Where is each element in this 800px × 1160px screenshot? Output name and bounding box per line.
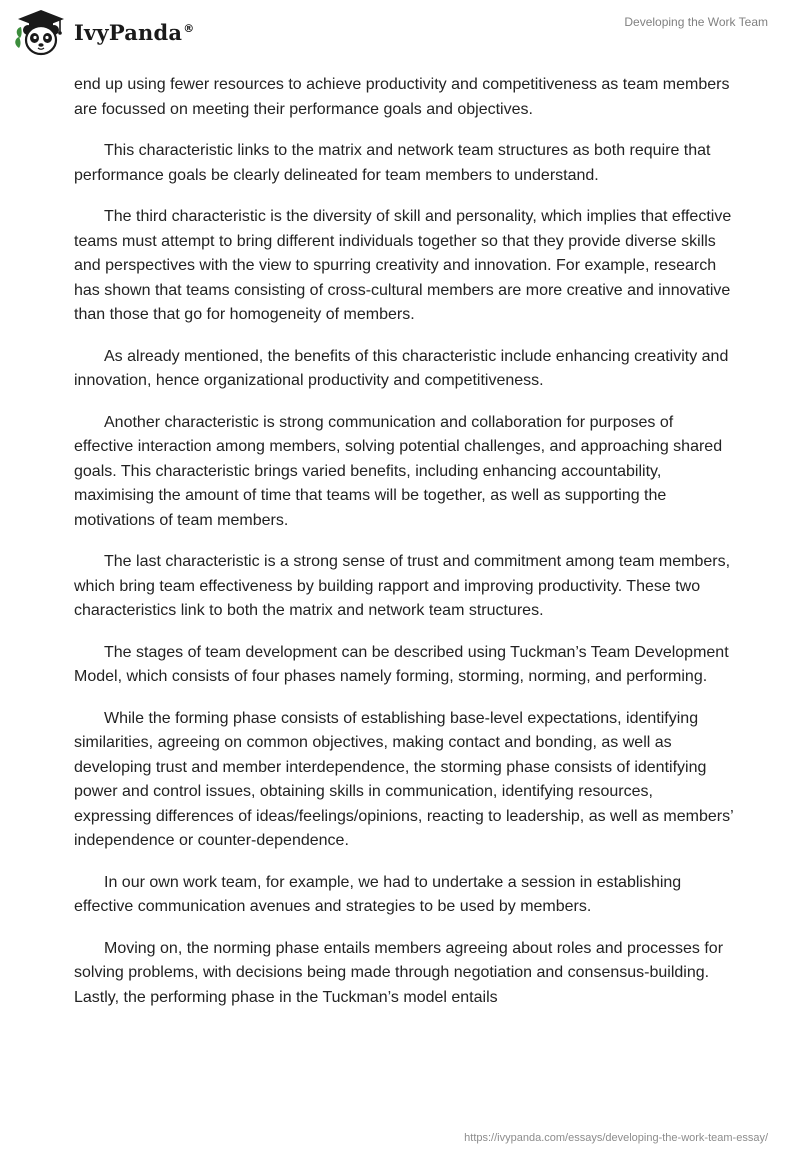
paragraph: The third characteristic is the diversity of skill and personality, which implies that effective teams must attempt to bring different individuals together so that they provide diverse skills and perspectives with the view to spurring creativity and innovation. For example, research has shown that teams consisting of cross-cultural members are more creative and innovative than those that go for homogeneity of members. bbox=[74, 208, 732, 323]
brand-name-text: IvyPanda bbox=[74, 19, 183, 45]
paragraph: The stages of team development can be described using Tuckman’s Team Development Model, which consists of four phases namely forming, storming, norming, and performing. bbox=[74, 643, 729, 685]
essay-body bbox=[74, 73, 734, 1027]
brand-logo[interactable] bbox=[14, 8, 194, 58]
registered-mark: ® bbox=[183, 21, 195, 35]
page-header bbox=[0, 0, 800, 68]
panda-graduate-icon bbox=[14, 8, 68, 58]
paragraph: In our own work team, for example, we had to undertake a session in establishing effective communication avenues and strategies to be used by members. bbox=[74, 873, 682, 915]
paragraph: The last characteristic is a strong sense of trust and commitment among team members, which bring team effectiveness by building rapport and improving productivity. These two characteristics link to both the matrix and network team structures. bbox=[74, 553, 731, 619]
brand-name bbox=[74, 20, 194, 45]
paragraph: While the forming phase consists of establishing base-level expectations, identifying similarities, agreeing on common objectives, making contact and bonding, as well as developing trust and member interdependence, the storming phase consists of identifying power and control issues, obtaining skills in communication, identifying resources, expressing differences of ideas/feelings/opinions, reacting to leadership, as well as members’ independence or counter-dependence. bbox=[74, 709, 734, 849]
paragraph: As already mentioned, the benefits of this characteristic include enhancing creativity and innovation, hence organizational productivity and competitiveness. bbox=[74, 347, 729, 389]
paragraph: end up using fewer resources to achieve productivity and competitiveness as team members are focussed on meeting their performance goals and objectives. bbox=[74, 76, 730, 118]
paragraph: Moving on, the norming phase entails members agreeing about roles and processes for solving problems, with decisions being made through negotiation and consensus-building. Lastly, the performing phase in the Tuckman’s model entails bbox=[74, 939, 724, 1006]
document-title: Developing the Work Team bbox=[624, 15, 768, 29]
paragraph: Another characteristic is strong communication and collaboration for purposes of effective interaction among members, solving potential challenges, and approaching shared goals. This characteristic brings varied benefits, including enhancing accountability, maximising the amount of time that teams will be together, as well as supporting the motivations of team members. bbox=[74, 413, 723, 529]
paragraph: This characteristic links to the matrix and network team structures as both require that performance goals be clearly delineated for team members to understand. bbox=[74, 142, 711, 184]
source-url-link[interactable]: https://ivypanda.com/essays/developing-the-work-team-essay/ bbox=[464, 1132, 768, 1144]
